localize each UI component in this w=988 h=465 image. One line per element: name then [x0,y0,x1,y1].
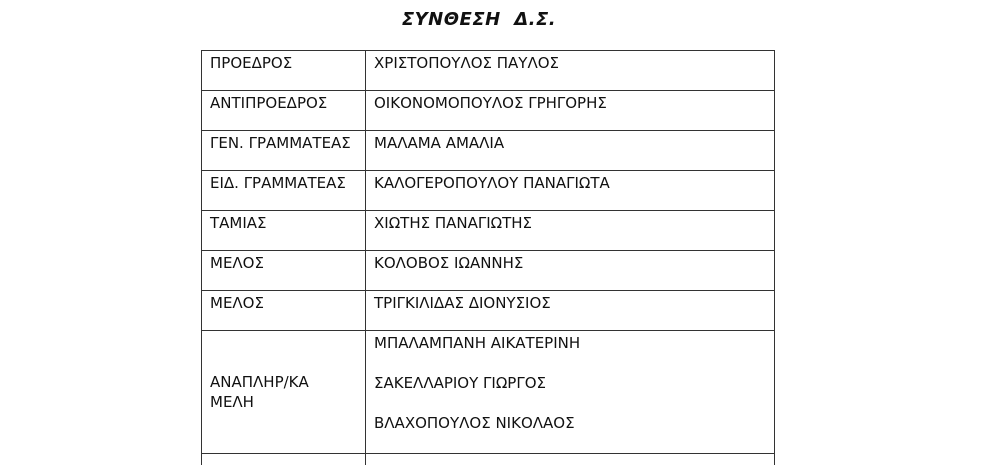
table-row [202,91,775,131]
substitutes-role-line2: ΜΕΛΗ [210,393,254,411]
name-cell: ΧΡΙΣΤΟΠΟΥΛΟΣ ΠΑΥΛΟΣ [366,51,775,91]
substitutes-row [202,331,775,454]
role-cell: ΕΙΔ. ΓΡΑΜΜΑΤΕΑΣ [202,171,366,211]
name-cell: ΤΡΙΓΚΙΛΙΔΑΣ ΔΙΟΝΥΣΙΟΣ [366,291,775,331]
document-title: ΣΥΝΘΕΣΗ Δ.Σ. [401,9,557,30]
name-cell: ΧΙΩΤΗΣ ΠΑΝΑΓΙΩΤΗΣ [366,211,775,251]
name-cell: ΚΟΛΟΒΟΣ ΙΩΑΝΝΗΣ [366,251,775,291]
substitute-name: ΣΑΚΕΛΛΑΡΙΟΥ ΓΙΩΡΓΟΣ [374,374,546,392]
table-row [202,291,775,331]
role-cell: ΜΕΛΟΣ [202,251,366,291]
table-row [202,131,775,171]
table-row-cut-off [202,454,775,465]
table-row [202,251,775,291]
role-cell: ΓΕΝ. ΓΡΑΜΜΑΤΕΑΣ [202,131,366,171]
role-cell [202,454,366,465]
table-row [202,211,775,251]
name-cell: ΚΑΛΟΓΕΡΟΠΟΥΛΟΥ ΠΑΝΑΓΙΩΤΑ [366,171,775,211]
substitute-name: ΒΛΑΧΟΠΟΥΛΟΣ ΝΙΚΟΛΑΟΣ [374,414,575,432]
name-cell: ΜΑΛΑΜΑ ΑΜΑΛΙΑ [366,131,775,171]
table-row [202,51,775,91]
substitute-name: ΜΠΑΛΑΜΠΑΝΗ ΑΙΚΑΤΕΡΙΝΗ [374,334,581,352]
substitutes-role-cell [202,331,366,454]
name-cell: ΟΙΚΟΝΟΜΟΠΟΥΛΟΣ ΓΡΗΓΟΡΗΣ [366,91,775,131]
role-cell: ΜΕΛΟΣ [202,291,366,331]
board-composition-table [201,50,775,465]
name-cell [366,454,775,465]
table-row [202,171,775,211]
substitutes-names-cell [366,331,775,454]
role-cell: ΠΡΟΕΔΡΟΣ [202,51,366,91]
role-cell: ΑΝΤΙΠΡΟΕΔΡΟΣ [202,91,366,131]
role-cell: ΤΑΜΙΑΣ [202,211,366,251]
substitutes-role-line1: ΑΝΑΠΛΗΡ/ΚΑ [210,373,309,391]
